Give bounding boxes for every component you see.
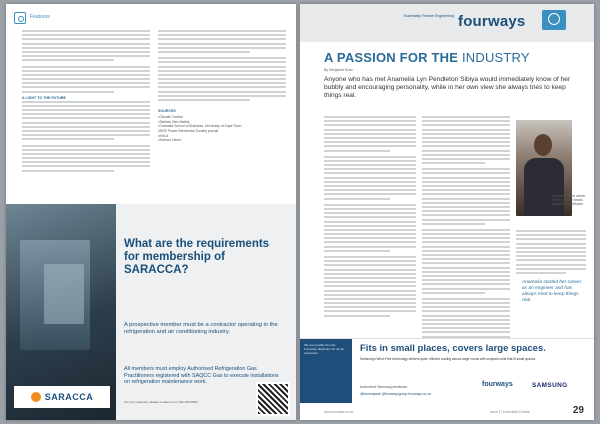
advert-side-tile xyxy=(300,339,352,403)
body-column-2 xyxy=(422,116,510,344)
source-item: • eNCA xyxy=(158,134,286,139)
byline: By Benjamin Boto xyxy=(324,68,353,72)
source-item: • Science Direct xyxy=(158,138,286,143)
article-column-2 xyxy=(158,30,286,143)
left-page xyxy=(6,4,296,420)
samsung-advert xyxy=(300,338,594,403)
advert-body: A prospective member must be a contractor operating in the refrigeration and air conditioning industry. xyxy=(124,322,278,335)
sources-heading: SOURCES xyxy=(158,109,176,114)
advert-heading: What are the requirements for membership of SARACCA? xyxy=(124,238,270,276)
body-column-3 xyxy=(516,230,586,276)
issue-label: Essentially Female Engineering xyxy=(403,14,454,18)
samsung-logo: SAMSUNG xyxy=(532,382,568,389)
fourways-logo: fourways xyxy=(458,13,526,30)
source-item: • Graduate School of Business, University of Cape Town xyxy=(158,124,286,129)
brand-badge-icon xyxy=(542,10,566,30)
advert-body-secondary: All members must employ Authorised Refrigeration Gas Practitioners registered with SAQCC Gas to execute installations on refrigeration maintenance work. xyxy=(124,366,279,386)
sources-list xyxy=(158,115,286,143)
features-icon xyxy=(14,12,26,24)
page-number: 29 xyxy=(572,405,584,416)
footer-issue: Issue 2 | Essentially Female xyxy=(490,410,530,414)
advert-text: Samsung's Wind-Free technology delivers quiet, efficient cooling across large rooms with compact units that fit small spaces. xyxy=(360,357,536,361)
article-column-1 xyxy=(22,30,150,174)
qr-code-icon[interactable] xyxy=(256,382,290,416)
footer-website[interactable]: www.fourways.co.za xyxy=(324,410,353,414)
saracca-advert xyxy=(6,204,296,420)
source-item: • IEEE Power Electronics Society journal xyxy=(158,129,286,134)
standfirst: Anyone who has met Anamelia Lyn Pendleton Sibiya would immediately know of her bubbly and encouraging personality, while in her own view she always tries to keep things real. xyxy=(324,76,571,99)
photo-caption: Anamelia is the owner of the premier brand appointed distributor. xyxy=(552,194,586,207)
saracca-logo: SARACCA xyxy=(14,386,110,408)
advert-distributor: Authorised Samsung distributor xyxy=(360,385,408,389)
page-header xyxy=(300,4,594,42)
body-column-1 xyxy=(324,116,416,319)
advert-contact-line: For any enquiries, please contact us on 011 025 5893 xyxy=(124,400,198,404)
saracca-logo-icon xyxy=(31,392,41,402)
article-subhead: A LIGHT TO THE FUTURE xyxy=(22,95,66,100)
source-item: • Statista, Ben Mathis xyxy=(158,120,286,125)
advert-heading: Fits in small places, covers large spaces. xyxy=(360,343,546,354)
pull-quote: Anamelia started her career as an engineer and has always tried to keep things real. xyxy=(522,280,582,303)
section-label: Features xyxy=(30,14,50,20)
advert-photo xyxy=(6,204,116,420)
advert-contact xyxy=(124,400,244,404)
source-item: • Climate Central xyxy=(158,115,286,120)
fourways-advert-logo: fourways xyxy=(482,381,513,388)
advert-social-links[interactable]: @fourwaysair @fourwaysgroup fourways.co.za xyxy=(360,392,431,396)
right-page xyxy=(300,4,594,420)
advert-side-tile-text: We are proudly the only Fourways distributor for all our customers. xyxy=(304,343,345,355)
article-headline: A PASSION FOR THE INDUSTRY xyxy=(324,50,530,65)
